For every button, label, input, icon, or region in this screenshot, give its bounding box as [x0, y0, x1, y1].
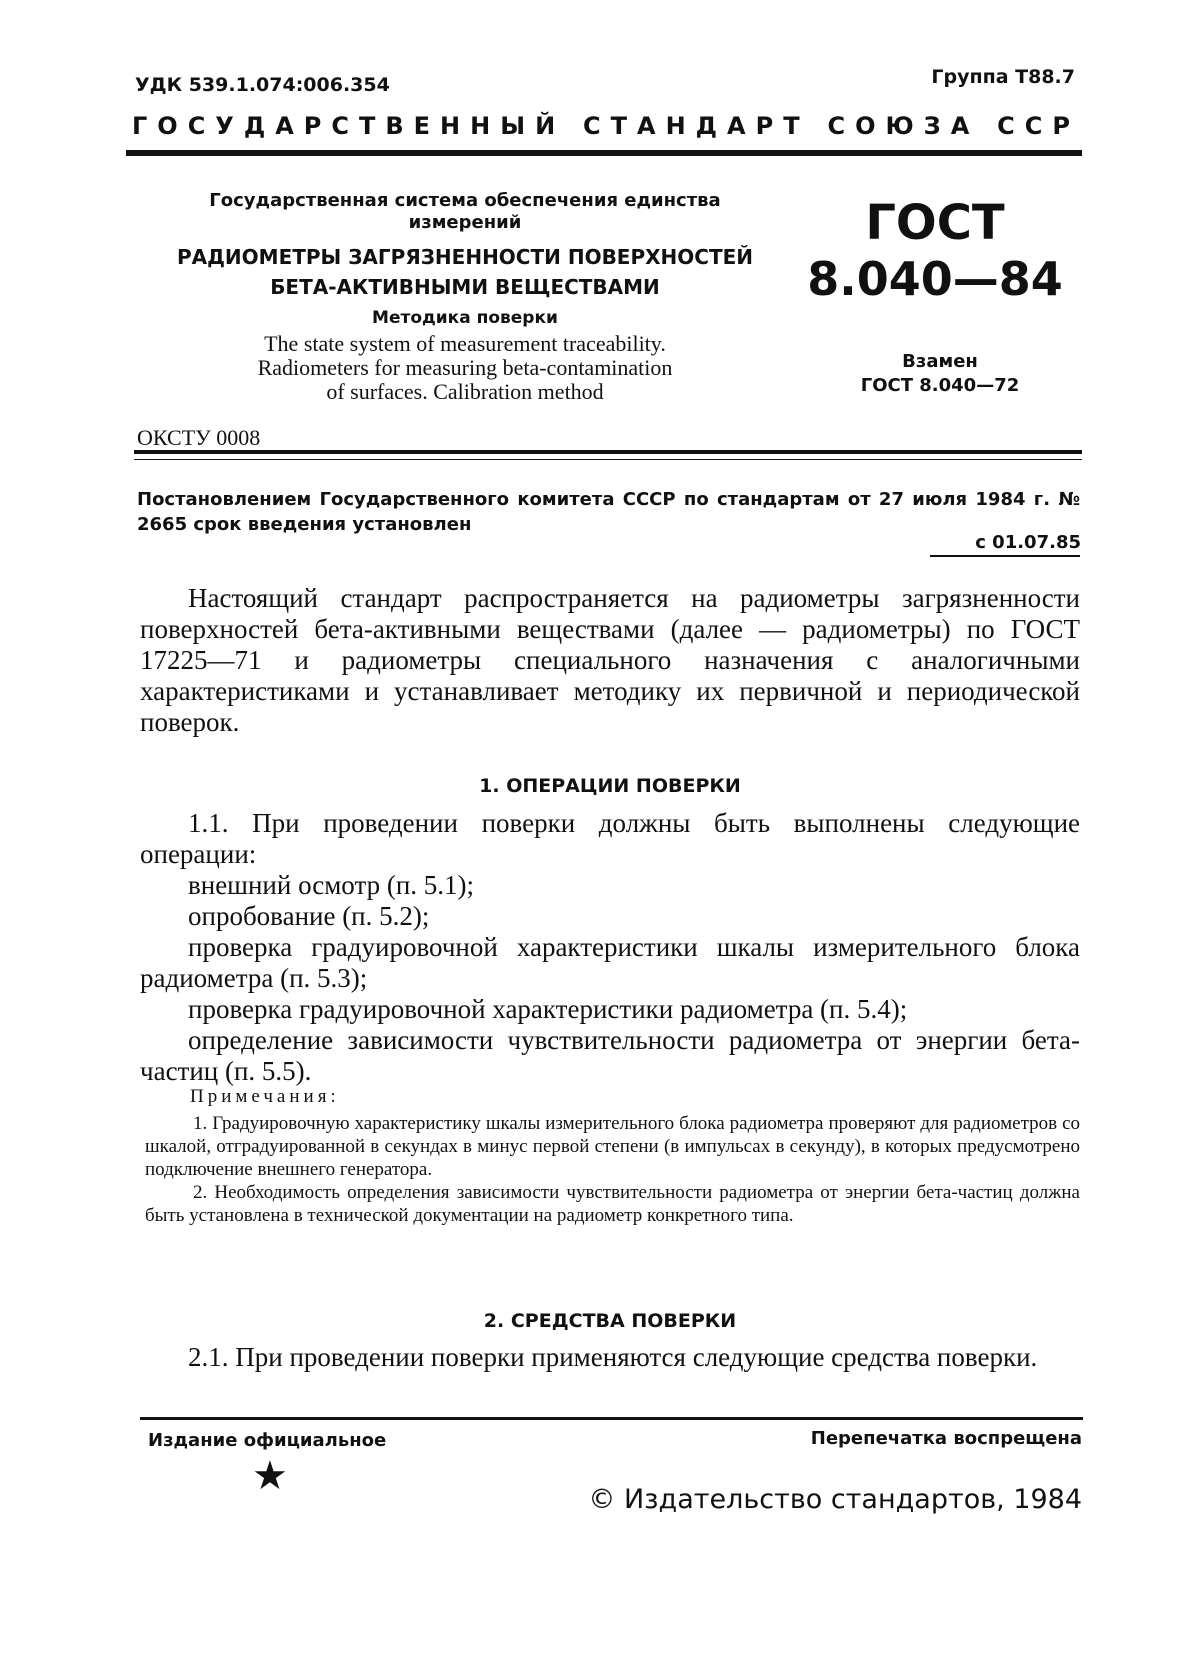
official-edition-label: Издание официальное: [148, 1430, 387, 1451]
standard-banner: [132, 112, 1080, 140]
section-1-title: 1. ОПЕРАЦИИ ПОВЕРКИ: [479, 775, 741, 797]
note-item: 2. Необходимость определения зависимости чувствительности радиометра от энергии бета-частиц должна быть установлена в технической документации на радиометр конкретного типа.: [145, 1182, 1080, 1226]
reprint-prohibited-label: Перепечатка воспрещена: [810, 1428, 1082, 1449]
system-name: Государственная система обеспечения единства измерений: [209, 190, 721, 233]
date-underline: [930, 555, 1080, 557]
gost-word: ГОСТ: [865, 195, 1005, 251]
replaces-note: Взамен ГОСТ 8.040—72: [860, 351, 1020, 396]
operation-item: внешний осмотр (п. 5.1);: [188, 870, 475, 900]
notes-label: Примечания:: [190, 1086, 340, 1107]
effective-date: с 01.07.85: [975, 532, 1081, 553]
document-title: РАДИОМЕТРЫ ЗАГРЯЗНЕННОСТИ ПОВЕРХНОСТЕЙ БЕТА-АКТИВНЫМИ ВЕЩЕСТВАМИ: [176, 245, 754, 299]
top-thick-rule: [126, 150, 1082, 156]
paragraph-1-1: 1.1. При проведении поверки должны быть выполнены следующие операции:: [140, 808, 1080, 869]
group-code: Группа Т88.7: [931, 66, 1075, 88]
notes: [145, 1112, 1080, 1227]
banner-word-1: ГОСУДАРСТВЕННЫЙ: [132, 112, 566, 140]
section-2-title: 2. СРЕДСТВА ПОВЕРКИ: [483, 1310, 737, 1332]
section-1-body: [140, 808, 1080, 1087]
copyright-notice: © Издательство стандартов, 1984: [588, 1484, 1082, 1515]
gost-number: 8.040—84: [807, 252, 1063, 306]
operation-item: определение зависимости чувствительности радиометра от энергии бета-частиц (п. 5.5).: [140, 1025, 1080, 1086]
banner-word-2: СТАНДАРТ: [583, 112, 810, 140]
gost-designation: [790, 195, 1080, 307]
title-block: [140, 190, 790, 404]
udk-code: УДК 539.1.074:006.354: [135, 74, 390, 96]
banner-word-4: ССР: [997, 112, 1080, 140]
banner-word-3: СОЮЗА: [827, 112, 980, 140]
oksty-code: ОКСТУ 0008: [137, 425, 261, 450]
note-item: 1. Градуировочную характеристику шкалы измерительного блока радиометра проверяют для радиометров со шкалой, отградуированной в секундах в минус первой степени (в импульсах в секунду), в которых предусмотрено подключение внешнего генератора.: [145, 1113, 1080, 1180]
bottom-rule: [140, 1417, 1083, 1420]
intro-paragraph: Настоящий стандарт распространяется на радиометры загрязненности поверхностей бета-активными веществами (далее — радиометры) по ГОСТ 17225—71 и радиометры специального назначения с аналогичными характеристиками и устанавливает методику их первичной и периодической поверок.: [140, 583, 1080, 737]
mid-thin-rule: [134, 459, 1082, 460]
star-icon: ★: [252, 1453, 288, 1498]
mid-thick-rule: [134, 450, 1082, 454]
operation-item: проверка градуировочной характеристики шкалы измерительного блока радиометра (п. 5.3);: [140, 932, 1080, 993]
document-subtitle: Методика поверки: [372, 308, 558, 328]
operation-item: опробование (п. 5.2);: [188, 901, 430, 931]
decree-text: Постановлением Государственного комитета СССР по стандартам от 27 июля 1984 г. № 2665 срок введения установлен: [137, 489, 1080, 535]
operation-item: проверка градуировочной характеристики радиометра (п. 5.4);: [188, 994, 908, 1024]
english-title: The state system of measurement traceability. Radiometers for measuring beta-contamination of surfaces. Calibration method: [257, 331, 673, 404]
paragraph-2-1: 2.1. При проведении поверки применяются следующие средства поверки.: [188, 1342, 1038, 1372]
